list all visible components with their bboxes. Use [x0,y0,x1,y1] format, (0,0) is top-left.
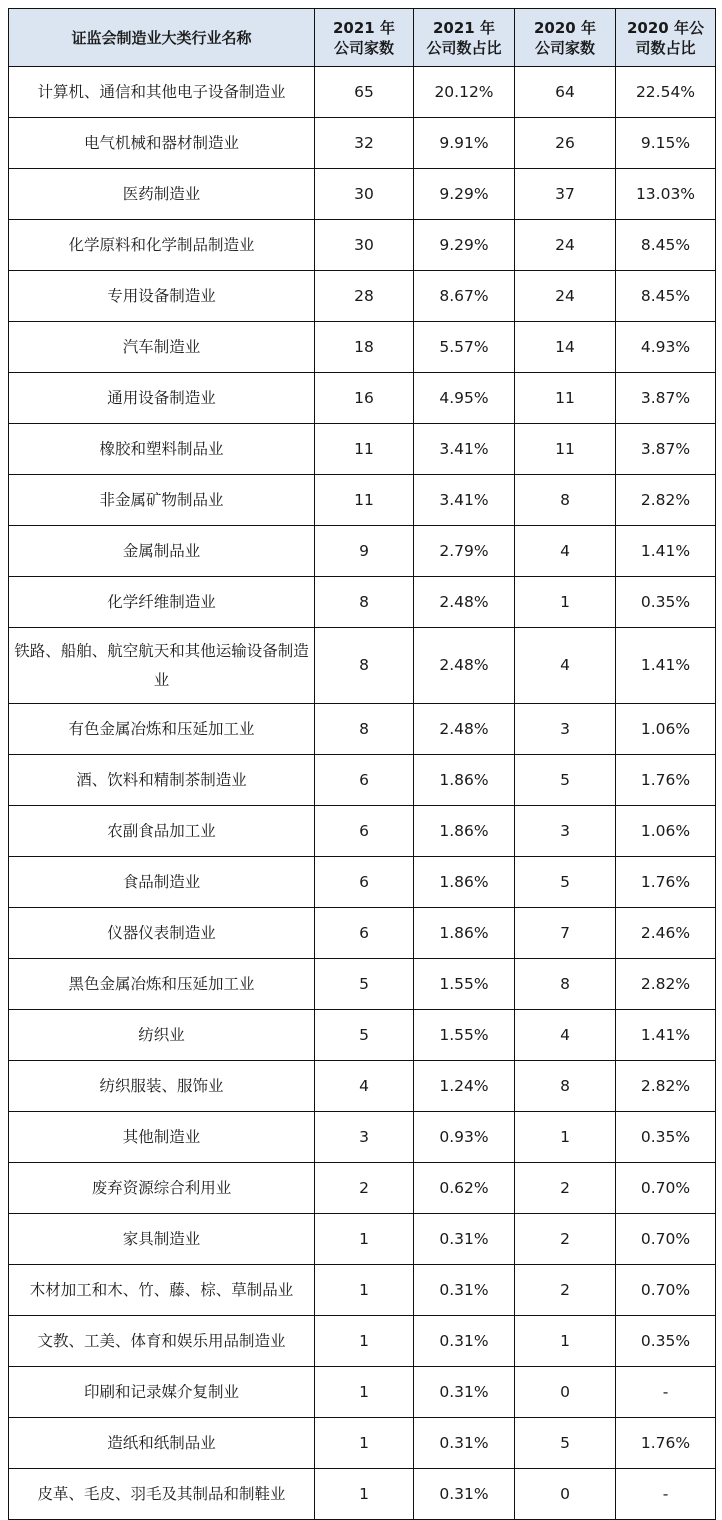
count-2021-cell: 16 [315,373,414,424]
header-row [9,9,716,67]
count-2020-cell: 24 [515,271,616,322]
count-2021-cell: 6 [315,806,414,857]
share-2021-cell: 0.31% [414,1469,515,1520]
count-2021-cell: 11 [315,424,414,475]
share-2020-cell: 3.87% [616,373,716,424]
share-2021-cell: 0.31% [414,1214,515,1265]
count-2021-cell: 8 [315,577,414,628]
count-2021-cell: 6 [315,755,414,806]
share-2020-cell: 1.41% [616,526,716,577]
share-2020-cell: 4.93% [616,322,716,373]
share-2021-cell: 0.62% [414,1163,515,1214]
share-2020-cell: 2.46% [616,908,716,959]
industry-name-cell: 黑色金属冶炼和压延加工业 [9,959,315,1010]
table-row [9,1265,716,1316]
industry-name-cell: 专用设备制造业 [9,271,315,322]
count-2021-cell: 6 [315,908,414,959]
count-2021-cell: 28 [315,271,414,322]
share-2021-cell: 9.91% [414,118,515,169]
industry-name-cell: 造纸和纸制品业 [9,1418,315,1469]
count-2020-cell: 0 [515,1367,616,1418]
industry-distribution-table [8,8,716,1520]
share-2020-cell: 2.82% [616,959,716,1010]
table-row [9,1367,716,1418]
count-2021-cell: 18 [315,322,414,373]
table-row [9,526,716,577]
header-share-2020-line2: 司数占比 [635,38,696,57]
industry-name-cell: 其他制造业 [9,1112,315,1163]
table-row [9,424,716,475]
header-count-2020-line1: 2020 年 [534,18,596,37]
count-2020-cell: 8 [515,475,616,526]
table-row [9,118,716,169]
count-2020-cell: 24 [515,220,616,271]
industry-name-cell: 木材加工和木、竹、藤、棕、草制品业 [9,1265,315,1316]
industry-name-cell: 电气机械和器材制造业 [9,118,315,169]
industry-name-cell: 汽车制造业 [9,322,315,373]
count-2020-cell: 8 [515,1061,616,1112]
count-2020-cell: 26 [515,118,616,169]
table-row [9,1010,716,1061]
count-2020-cell: 11 [515,424,616,475]
count-2020-cell: 3 [515,806,616,857]
share-2021-cell: 0.31% [414,1265,515,1316]
industry-name-cell: 印刷和记录媒介复制业 [9,1367,315,1418]
count-2021-cell: 4 [315,1061,414,1112]
share-2020-cell: 9.15% [616,118,716,169]
industry-name-cell: 仪器仪表制造业 [9,908,315,959]
table-row [9,1214,716,1265]
table-row [9,959,716,1010]
industry-name-cell: 非金属矿物制品业 [9,475,315,526]
share-2021-cell: 1.55% [414,959,515,1010]
count-2020-cell: 8 [515,959,616,1010]
share-2021-cell: 0.31% [414,1316,515,1367]
share-2021-cell: 1.24% [414,1061,515,1112]
header-share-2020-line1: 2020 年公 [627,18,704,37]
industry-name-cell: 纺织服装、服饰业 [9,1061,315,1112]
table-body [9,67,716,1520]
table-row [9,628,716,704]
table-row [9,475,716,526]
industry-name-cell: 金属制品业 [9,526,315,577]
share-2020-cell: - [616,1469,716,1520]
industry-name-cell: 铁路、船舶、航空航天和其他运输设备制造业 [9,628,315,704]
industry-name-cell: 化学纤维制造业 [9,577,315,628]
industry-name-cell: 医药制造业 [9,169,315,220]
share-2021-cell: 9.29% [414,220,515,271]
share-2020-cell: 1.06% [616,704,716,755]
count-2021-cell: 9 [315,526,414,577]
count-2021-cell: 30 [315,169,414,220]
industry-name-cell: 通用设备制造业 [9,373,315,424]
industry-name-cell: 有色金属冶炼和压延加工业 [9,704,315,755]
industry-name-cell: 农副食品加工业 [9,806,315,857]
header-count-2020 [515,9,616,67]
share-2020-cell: 0.70% [616,1265,716,1316]
share-2020-cell: 0.70% [616,1214,716,1265]
count-2021-cell: 2 [315,1163,414,1214]
header-share-2021 [414,9,515,67]
count-2020-cell: 1 [515,1112,616,1163]
table-row [9,577,716,628]
share-2020-cell: - [616,1367,716,1418]
share-2021-cell: 1.86% [414,857,515,908]
count-2021-cell: 1 [315,1265,414,1316]
header-industry-name: 证监会制造业大类行业名称 [9,9,315,67]
header-count-2021 [315,9,414,67]
count-2021-cell: 32 [315,118,414,169]
share-2021-cell: 0.31% [414,1418,515,1469]
count-2020-cell: 14 [515,322,616,373]
count-2021-cell: 8 [315,704,414,755]
industry-name-cell: 酒、饮料和精制茶制造业 [9,755,315,806]
industry-name-cell: 家具制造业 [9,1214,315,1265]
table-header [9,9,716,67]
count-2020-cell: 5 [515,755,616,806]
table-row [9,169,716,220]
count-2021-cell: 1 [315,1469,414,1520]
share-2021-cell: 1.55% [414,1010,515,1061]
count-2020-cell: 5 [515,857,616,908]
count-2020-cell: 7 [515,908,616,959]
count-2021-cell: 1 [315,1367,414,1418]
count-2020-cell: 5 [515,1418,616,1469]
count-2021-cell: 5 [315,959,414,1010]
industry-name-cell: 文教、工美、体育和娱乐用品制造业 [9,1316,315,1367]
industry-name-cell: 废弃资源综合利用业 [9,1163,315,1214]
table-row [9,1469,716,1520]
count-2020-cell: 1 [515,1316,616,1367]
count-2020-cell: 2 [515,1214,616,1265]
table-row [9,1316,716,1367]
table-row [9,322,716,373]
count-2021-cell: 65 [315,67,414,118]
table-row [9,806,716,857]
industry-table-container [8,8,716,1520]
count-2020-cell: 4 [515,526,616,577]
table-row [9,1418,716,1469]
count-2020-cell: 2 [515,1163,616,1214]
table-row [9,704,716,755]
count-2020-cell: 37 [515,169,616,220]
share-2021-cell: 2.48% [414,628,515,704]
share-2020-cell: 1.76% [616,1418,716,1469]
share-2020-cell: 8.45% [616,271,716,322]
table-row [9,908,716,959]
count-2021-cell: 3 [315,1112,414,1163]
table-row [9,1112,716,1163]
table-row [9,220,716,271]
share-2021-cell: 9.29% [414,169,515,220]
industry-name-cell: 纺织业 [9,1010,315,1061]
share-2021-cell: 3.41% [414,475,515,526]
header-count-2021-line2: 公司家数 [333,38,394,57]
share-2021-cell: 2.48% [414,577,515,628]
count-2021-cell: 1 [315,1214,414,1265]
industry-name-cell: 食品制造业 [9,857,315,908]
share-2021-cell: 1.86% [414,755,515,806]
share-2020-cell: 13.03% [616,169,716,220]
count-2020-cell: 4 [515,1010,616,1061]
header-count-2021-line1: 2021 年 [333,18,395,37]
count-2020-cell: 64 [515,67,616,118]
table-row [9,67,716,118]
share-2020-cell: 1.41% [616,1010,716,1061]
share-2020-cell: 22.54% [616,67,716,118]
share-2020-cell: 1.06% [616,806,716,857]
header-share-2021-line1: 2021 年 [433,18,495,37]
share-2020-cell: 1.41% [616,628,716,704]
share-2021-cell: 0.31% [414,1367,515,1418]
count-2020-cell: 0 [515,1469,616,1520]
share-2021-cell: 20.12% [414,67,515,118]
industry-name-cell: 计算机、通信和其他电子设备制造业 [9,67,315,118]
share-2021-cell: 3.41% [414,424,515,475]
count-2020-cell: 11 [515,373,616,424]
header-share-2020 [616,9,716,67]
count-2020-cell: 2 [515,1265,616,1316]
count-2021-cell: 6 [315,857,414,908]
share-2021-cell: 8.67% [414,271,515,322]
share-2021-cell: 4.95% [414,373,515,424]
share-2020-cell: 2.82% [616,475,716,526]
share-2021-cell: 5.57% [414,322,515,373]
count-2020-cell: 3 [515,704,616,755]
industry-name-cell: 橡胶和塑料制品业 [9,424,315,475]
share-2020-cell: 1.76% [616,755,716,806]
share-2021-cell: 2.79% [414,526,515,577]
industry-name-cell: 化学原料和化学制品制造业 [9,220,315,271]
share-2021-cell: 1.86% [414,908,515,959]
table-row [9,373,716,424]
share-2020-cell: 2.82% [616,1061,716,1112]
count-2021-cell: 1 [315,1316,414,1367]
share-2020-cell: 0.70% [616,1163,716,1214]
header-share-2021-line2: 公司数占比 [426,38,502,57]
count-2020-cell: 1 [515,577,616,628]
count-2021-cell: 11 [315,475,414,526]
table-row [9,1163,716,1214]
count-2020-cell: 4 [515,628,616,704]
share-2020-cell: 0.35% [616,1112,716,1163]
count-2021-cell: 8 [315,628,414,704]
count-2021-cell: 5 [315,1010,414,1061]
share-2020-cell: 0.35% [616,1316,716,1367]
count-2021-cell: 1 [315,1418,414,1469]
share-2020-cell: 8.45% [616,220,716,271]
header-count-2020-line2: 公司家数 [534,38,595,57]
share-2020-cell: 3.87% [616,424,716,475]
industry-name-cell: 皮革、毛皮、羽毛及其制品和制鞋业 [9,1469,315,1520]
share-2021-cell: 0.93% [414,1112,515,1163]
table-row [9,857,716,908]
count-2021-cell: 30 [315,220,414,271]
share-2020-cell: 1.76% [616,857,716,908]
table-row [9,271,716,322]
share-2021-cell: 2.48% [414,704,515,755]
share-2020-cell: 0.35% [616,577,716,628]
table-row [9,755,716,806]
share-2021-cell: 1.86% [414,806,515,857]
table-row [9,1061,716,1112]
